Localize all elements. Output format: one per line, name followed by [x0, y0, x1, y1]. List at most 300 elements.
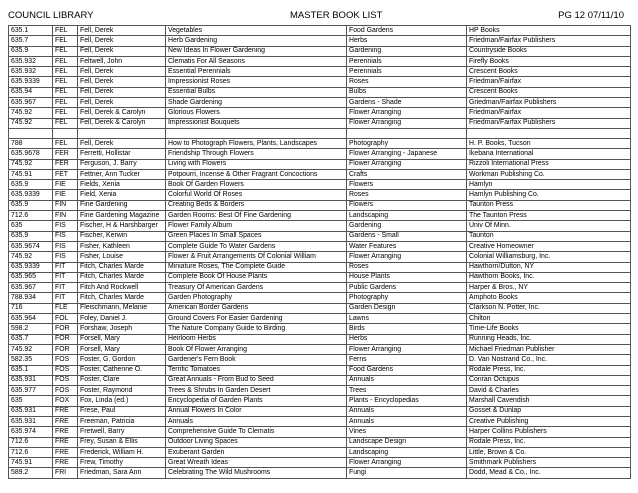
table-row [9, 468, 631, 478]
author-cell: Fell, Derek [78, 138, 166, 148]
call-number-cell: 635.94 [9, 87, 53, 97]
author-code-cell: FRE [53, 427, 78, 437]
publisher-cell: Friedman/Fairfax Publishers [467, 118, 631, 128]
publisher-cell: David & Charles [467, 386, 631, 396]
subject-cell: Gardens - Small [347, 231, 467, 241]
author-cell: Fell, Derek [78, 26, 166, 36]
publisher-cell: HP Books [467, 26, 631, 36]
call-number-cell: 745.92 [9, 344, 53, 354]
subject-cell: Lawns [347, 314, 467, 324]
publisher-cell: Countryside Books [467, 46, 631, 56]
table-row [9, 252, 631, 262]
book-title-cell: Shade Gardening [166, 98, 347, 108]
book-title-cell: Impressionist Roses [166, 77, 347, 87]
table-row [9, 118, 631, 128]
book-title-cell: Complete Book Of House Plants [166, 272, 347, 282]
book-title-cell: Clematis For All Seasons [166, 56, 347, 66]
call-number-cell: 745.92 [9, 159, 53, 169]
publisher-cell: Marshall Cavendish [467, 396, 631, 406]
table-row [9, 26, 631, 36]
subject-cell: Fungi [347, 468, 467, 478]
subject-cell: Water Features [347, 241, 467, 251]
publisher-cell: Smithmark Publishers [467, 458, 631, 468]
author-cell: Fell, Derek & Carolyn [78, 108, 166, 118]
book-title-cell: Book Of Garden Flowers [166, 180, 347, 190]
author-code-cell: FER [53, 159, 78, 169]
author-code-cell: FRE [53, 416, 78, 426]
author-code-cell: FIS [53, 221, 78, 231]
call-number-cell: 745.92 [9, 108, 53, 118]
author-cell: Fischer, Kerwin [78, 231, 166, 241]
call-number-cell: 712.6 [9, 447, 53, 457]
book-title-cell: Miniature Roses, The Complete Guide [166, 262, 347, 272]
author-code-cell: FOS [53, 375, 78, 385]
book-title-cell: The Nature Company Guide to Birding [166, 324, 347, 334]
subject-cell: Gardening [347, 221, 467, 231]
table-row [9, 180, 631, 190]
subject-cell: Roses [347, 190, 467, 200]
book-title-cell: Book Of Flower Arranging [166, 344, 347, 354]
subject-cell: Photography [347, 138, 467, 148]
publisher-cell: Chilton [467, 314, 631, 324]
book-title-cell: Trees & Shrubs In Garden Desert [166, 386, 347, 396]
call-number-cell: 635.9339 [9, 190, 53, 200]
call-number-cell: 635.9339 [9, 77, 53, 87]
author-code-cell: FEL [53, 108, 78, 118]
author-code-cell: FIE [53, 190, 78, 200]
author-cell: Feltwell, John [78, 56, 166, 66]
book-title-cell: New Ideas In Flower Gardening [166, 46, 347, 56]
author-cell: Fitch And Rockwell [78, 283, 166, 293]
author-cell: Fitch, Charles Marde [78, 272, 166, 282]
author-cell: Frederick, William H. [78, 447, 166, 457]
table-row [9, 87, 631, 97]
publisher-cell: Hamlyn Publishing Co. [467, 190, 631, 200]
table-row [9, 293, 631, 303]
author-code-cell: FOS [53, 365, 78, 375]
author-code-cell: FOR [53, 334, 78, 344]
table-row [9, 386, 631, 396]
book-title-cell: American Border Gardens [166, 303, 347, 313]
publisher-cell: Crescent Books [467, 87, 631, 97]
table-row [9, 56, 631, 66]
call-number-cell: 635.974 [9, 427, 53, 437]
subject-cell: Gardening [347, 46, 467, 56]
library-name: COUNCIL LIBRARY [8, 10, 94, 21]
author-cell: Ferguson, J. Barry [78, 159, 166, 169]
table-row [9, 365, 631, 375]
author-cell: Fell, Derek [78, 77, 166, 87]
call-number-cell: 635.964 [9, 314, 53, 324]
call-number-cell: 635.9339 [9, 262, 53, 272]
page-title: MASTER BOOK LIST [290, 10, 383, 21]
author-code-cell: FRE [53, 447, 78, 457]
publisher-cell: Hamlyn [467, 180, 631, 190]
publisher-cell: Crescent Books [467, 67, 631, 77]
subject-cell: Herbs [347, 36, 467, 46]
publisher-cell: Conran Octupus [467, 375, 631, 385]
call-number-cell: 635.931 [9, 375, 53, 385]
table-row [9, 46, 631, 56]
table-row [9, 283, 631, 293]
page-number-date: PG 12 07/11/10 [558, 10, 624, 21]
author-cell: Foley, Daniel J. [78, 314, 166, 324]
subject-cell: Public Gardens [347, 283, 467, 293]
author-cell: Fettner, Ann Tucker [78, 169, 166, 179]
author-code-cell: FRE [53, 458, 78, 468]
book-title-cell: Impressionist Bouquets [166, 118, 347, 128]
call-number-cell: 635.9678 [9, 149, 53, 159]
author-cell: Fischer, H & Harshbarger [78, 221, 166, 231]
subject-cell: Trees [347, 386, 467, 396]
subject-cell: Flowers [347, 200, 467, 210]
table-row [9, 159, 631, 169]
author-cell: Field, Xenia [78, 190, 166, 200]
call-number-cell: 635.7 [9, 36, 53, 46]
book-title-cell: Ground Covers For Easier Gardening [166, 314, 347, 324]
subject-cell: Garden Design [347, 303, 467, 313]
author-cell: Forsell, Mary [78, 344, 166, 354]
author-code-cell: FOR [53, 324, 78, 334]
table-row [9, 98, 631, 108]
author-cell: Fitch, Charles Marde [78, 293, 166, 303]
author-cell: Foster, Catherine O. [78, 365, 166, 375]
author-cell: Fell, Derek [78, 67, 166, 77]
call-number-cell: 745.91 [9, 458, 53, 468]
book-title-cell: Terrific Tomatoes [166, 365, 347, 375]
author-cell: Fretwell, Barry [78, 427, 166, 437]
table-row [9, 221, 631, 231]
call-number-cell: 598.2 [9, 324, 53, 334]
subject-cell: Flower Arranging [347, 252, 467, 262]
subject-cell: Perennials [347, 56, 467, 66]
author-cell: Fell, Derek [78, 87, 166, 97]
book-title-cell: Gardener's Fern Book [166, 355, 347, 365]
publisher-cell: Time-Life Books [467, 324, 631, 334]
call-number-cell: 635 [9, 221, 53, 231]
subject-cell: House Plants [347, 272, 467, 282]
author-code-cell: FRI [53, 468, 78, 478]
publisher-cell: Ikebana International [467, 149, 631, 159]
author-cell: Fell, Derek & Carolyn [78, 118, 166, 128]
subject-cell: Flower Arranging [347, 108, 467, 118]
table-row [9, 36, 631, 46]
book-title-cell: Great Wreath Ideas [166, 458, 347, 468]
subject-cell: Gardens - Shade [347, 98, 467, 108]
call-number-cell: 635.932 [9, 56, 53, 66]
author-code-cell: FEL [53, 138, 78, 148]
call-number-cell: 635.7 [9, 334, 53, 344]
call-number-cell: 745.92 [9, 252, 53, 262]
table-row [9, 396, 631, 406]
author-code-cell: FEL [53, 87, 78, 97]
subject-cell: Perennials [347, 67, 467, 77]
subject-cell: Flower Arranging - Japanese [347, 149, 467, 159]
author-cell: Friedman, Sara Ann [78, 468, 166, 478]
subject-cell: Landscaping [347, 447, 467, 457]
table-row [9, 437, 631, 447]
call-number-cell: 635.965 [9, 272, 53, 282]
book-title-cell: Potpourri, Incense & Other Fragrant Concoctions [166, 169, 347, 179]
subject-cell: Bulbs [347, 87, 467, 97]
book-table-body [9, 26, 631, 479]
table-row [9, 108, 631, 118]
table-row [9, 416, 631, 426]
publisher-cell: Friedman/Fairfax [467, 77, 631, 87]
author-code-cell: FEL [53, 26, 78, 36]
author-code-cell: FIE [53, 180, 78, 190]
book-title-cell: Complete Guide To Water Gardens [166, 241, 347, 251]
subject-cell: Annuals [347, 375, 467, 385]
publisher-cell: Rodale Press, Inc. [467, 437, 631, 447]
table-row [9, 355, 631, 365]
author-cell: Fisher, Kathleen [78, 241, 166, 251]
call-number-cell: 788 [9, 138, 53, 148]
subject-cell: Flowers [347, 180, 467, 190]
subject-cell: Photography [347, 293, 467, 303]
subject-cell: Annuals [347, 406, 467, 416]
publisher-cell: Gosset & Dunlap [467, 406, 631, 416]
call-number-cell: 635.931 [9, 406, 53, 416]
table-row [9, 67, 631, 77]
table-row [9, 447, 631, 457]
table-row [9, 334, 631, 344]
publisher-cell: Friedman/Fairfax [467, 108, 631, 118]
author-cell: Fine Gardening Magazine [78, 211, 166, 221]
call-number-cell: 635.1 [9, 365, 53, 375]
publisher-cell: Taunton Press [467, 200, 631, 210]
subject-cell: Plants - Encyclopedias [347, 396, 467, 406]
author-code-cell: FOS [53, 355, 78, 365]
author-cell: Fleischmann, Melanie [78, 303, 166, 313]
table-row [9, 190, 631, 200]
author-cell: Fine Gardening [78, 200, 166, 210]
book-title-cell: Treasury Of American Gardens [166, 283, 347, 293]
author-code-cell: FET [53, 169, 78, 179]
publisher-cell: Workman Publishing Co. [467, 169, 631, 179]
publisher-cell: Hawthorn/Dutton, NY [467, 262, 631, 272]
publisher-cell: Amphoto Books [467, 293, 631, 303]
author-cell [78, 128, 166, 138]
author-cell: Fisher, Louise [78, 252, 166, 262]
publisher-cell: Clarkson N. Potter, Inc. [467, 303, 631, 313]
publisher-cell: Little, Brown & Co. [467, 447, 631, 457]
author-code-cell: FEL [53, 56, 78, 66]
author-code-cell: FEL [53, 46, 78, 56]
book-title-cell: Green Places In Small Spaces [166, 231, 347, 241]
table-row [9, 427, 631, 437]
book-title-cell: Essential Bulbs [166, 87, 347, 97]
book-title-cell: Colorful World Of Roses [166, 190, 347, 200]
author-code-cell: FER [53, 149, 78, 159]
author-code-cell: FOR [53, 344, 78, 354]
author-code-cell: FIT [53, 283, 78, 293]
book-title-cell: Garden Rooms: Best Of Fine Gardening [166, 211, 347, 221]
author-code-cell: FOS [53, 386, 78, 396]
subject-cell: Vines [347, 427, 467, 437]
call-number-cell: 745.92 [9, 118, 53, 128]
book-title-cell: Flower & Fruit Arrangements Of Colonial William [166, 252, 347, 262]
call-number-cell: 635.931 [9, 416, 53, 426]
author-cell: Forsell, Mary [78, 334, 166, 344]
call-number-cell: 712.6 [9, 437, 53, 447]
author-code-cell: FLE [53, 303, 78, 313]
table-row [9, 406, 631, 416]
book-title-cell: Living with Flowers [166, 159, 347, 169]
publisher-cell: Griedman/Fairfax Publishers [467, 98, 631, 108]
author-code-cell: FIT [53, 293, 78, 303]
author-cell: Fields, Xenia [78, 180, 166, 190]
table-row [9, 344, 631, 354]
publisher-cell: Creative Homeowner [467, 241, 631, 251]
book-title-cell: Annuals [166, 416, 347, 426]
book-title-cell: Garden Photography [166, 293, 347, 303]
subject-cell: Roses [347, 262, 467, 272]
author-cell: Fitch, Charles Marde [78, 262, 166, 272]
publisher-cell: Michael Friedman Publisher [467, 344, 631, 354]
author-cell: Fell, Derek [78, 98, 166, 108]
call-number-cell: 635 [9, 396, 53, 406]
publisher-cell: Rizzoli International Press [467, 159, 631, 169]
publisher-cell [467, 128, 631, 138]
publisher-cell: Univ Of Minn. [467, 221, 631, 231]
publisher-cell: Running Heads, Inc. [467, 334, 631, 344]
call-number-cell: 635.9 [9, 180, 53, 190]
call-number-cell: 635.967 [9, 283, 53, 293]
author-code-cell: FIT [53, 272, 78, 282]
book-table [8, 25, 631, 479]
call-number-cell: 582.35 [9, 355, 53, 365]
subject-cell: Flower Arranging [347, 118, 467, 128]
author-cell: Foster, G. Gordon [78, 355, 166, 365]
publisher-cell: Taunton [467, 231, 631, 241]
call-number-cell: 788.934 [9, 293, 53, 303]
subject-cell: Birds [347, 324, 467, 334]
author-cell: Fell, Derek [78, 46, 166, 56]
subject-cell: Ferns [347, 355, 467, 365]
subject-cell: Roses [347, 77, 467, 87]
book-title-cell: Essential Perennials [166, 67, 347, 77]
author-cell: Frew, Timothy [78, 458, 166, 468]
author-code-cell: FIN [53, 200, 78, 210]
subject-cell: Flower Arranging [347, 159, 467, 169]
book-title-cell: Glorious Flowers [166, 108, 347, 118]
call-number-cell: 589.2 [9, 468, 53, 478]
author-cell: Forshaw, Joseph [78, 324, 166, 334]
subject-cell: Crafts [347, 169, 467, 179]
publisher-cell: Rodale Press, Inc. [467, 365, 631, 375]
table-row [9, 231, 631, 241]
publisher-cell: Creative Publishing [467, 416, 631, 426]
subject-cell: Herbs [347, 334, 467, 344]
book-title-cell: Friendship Through Flowers [166, 149, 347, 159]
call-number-cell: 635.932 [9, 67, 53, 77]
book-title-cell: Exuberant Garden [166, 447, 347, 457]
subject-cell: Flower Arranging [347, 344, 467, 354]
call-number-cell [9, 128, 53, 138]
book-title-cell: Encyclopedia of Garden Plants [166, 396, 347, 406]
call-number-cell: 635.9 [9, 231, 53, 241]
call-number-cell: 745.91 [9, 169, 53, 179]
table-row [9, 272, 631, 282]
subject-cell: Food Gardens [347, 365, 467, 375]
book-title-cell: Creating Beds & Borders [166, 200, 347, 210]
table-spacer-row [9, 128, 631, 138]
table-row [9, 458, 631, 468]
author-code-cell [53, 128, 78, 138]
table-row [9, 77, 631, 87]
author-code-cell: FEL [53, 77, 78, 87]
author-cell: Foster, Clare [78, 375, 166, 385]
call-number-cell: 635.977 [9, 386, 53, 396]
table-row [9, 149, 631, 159]
call-number-cell: 712.6 [9, 211, 53, 221]
book-title-cell: Heirloom Herbs [166, 334, 347, 344]
call-number-cell: 635.9 [9, 200, 53, 210]
book-title-cell: Outdoor Living Spaces [166, 437, 347, 447]
publisher-cell: D. Van Nostrand Co., Inc. [467, 355, 631, 365]
book-title-cell: Celebrating The Wild Mushrooms [166, 468, 347, 478]
author-code-cell: FIT [53, 262, 78, 272]
table-row [9, 262, 631, 272]
call-number-cell: 635.9674 [9, 241, 53, 251]
publisher-cell: H. P. Books, Tucson [467, 138, 631, 148]
table-row [9, 138, 631, 148]
author-cell: Frey, Susan & Ellis [78, 437, 166, 447]
author-cell: Frese, Paul [78, 406, 166, 416]
author-code-cell: FEL [53, 67, 78, 77]
book-title-cell [166, 128, 347, 138]
publisher-cell: Dodd, Mead & Co., Inc. [467, 468, 631, 478]
author-code-cell: FOL [53, 314, 78, 324]
author-code-cell: FIN [53, 211, 78, 221]
subject-cell: Annuals [347, 416, 467, 426]
author-cell: Freeman, Patricia [78, 416, 166, 426]
call-number-cell: 716 [9, 303, 53, 313]
subject-cell: Food Gardens [347, 26, 467, 36]
table-row [9, 375, 631, 385]
book-title-cell: Herb Gardening [166, 36, 347, 46]
table-row [9, 211, 631, 221]
subject-cell: Flower Arranging [347, 458, 467, 468]
author-cell: Fell, Derek [78, 36, 166, 46]
subject-cell: Landscaping [347, 211, 467, 221]
author-code-cell: FRE [53, 406, 78, 416]
table-row [9, 241, 631, 251]
subject-cell: Landscape Design [347, 437, 467, 447]
book-title-cell: Flower Family Album [166, 221, 347, 231]
author-code-cell: FIS [53, 241, 78, 251]
publisher-cell: Firefly Books [467, 56, 631, 66]
table-row [9, 324, 631, 334]
table-row [9, 303, 631, 313]
author-cell: Fox, Linda (ed.) [78, 396, 166, 406]
publisher-cell: Friedman/Fairfax Publishers [467, 36, 631, 46]
call-number-cell: 635.967 [9, 98, 53, 108]
author-cell: Ferretti, Hollistar [78, 149, 166, 159]
book-title-cell: Great Annuals - From Bud to Seed [166, 375, 347, 385]
table-row [9, 169, 631, 179]
publisher-cell: The Taunton Press [467, 211, 631, 221]
publisher-cell: Harper & Bros., NY [467, 283, 631, 293]
page-header [8, 10, 630, 24]
author-code-cell: FOX [53, 396, 78, 406]
call-number-cell: 635.1 [9, 26, 53, 36]
author-cell: Foster, Raymond [78, 386, 166, 396]
publisher-cell: Hawthorn Books, Inc. [467, 272, 631, 282]
author-code-cell: FIS [53, 231, 78, 241]
book-title-cell: Vegetables [166, 26, 347, 36]
